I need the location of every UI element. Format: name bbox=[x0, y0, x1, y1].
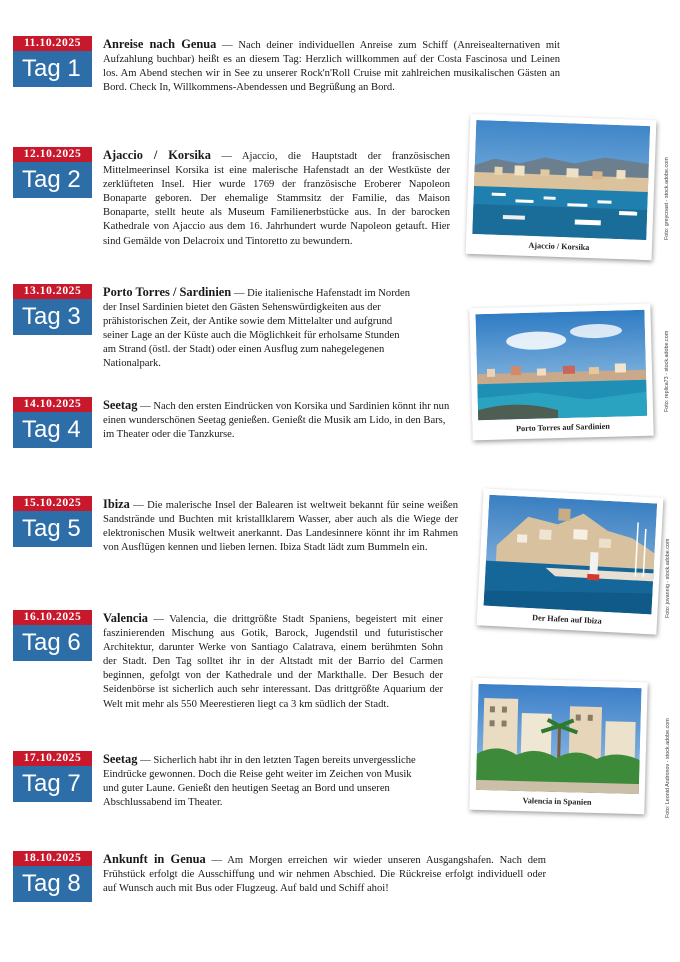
day-title: Seetag bbox=[103, 398, 138, 412]
day-description bbox=[103, 497, 458, 555]
day-text: Nach den ersten Eindrücken von Korsika und Sardinien könnt ihr nun einen wunderschönen Seetag genießen. Genießt die Musik am Lido, in den Bars, im Theater oder die Tanzkurse. bbox=[103, 401, 450, 441]
day-text: Sicherlich habt ihr in den letzten Tagen bereits unvergessliche Eindrücke gewonnen. Doch die Reise geht weiter im Zeichen von Musik und guter Laune. Genießt den heutigen Seetag an Bord und unseren Abschlussabend im Theater. bbox=[103, 755, 416, 809]
day-label: Tag 4 bbox=[13, 412, 92, 448]
day-description bbox=[103, 752, 423, 810]
day-description bbox=[103, 398, 457, 442]
harbor-photo bbox=[472, 120, 650, 240]
day-text: Valencia, die drittgrößte Stadt Spaniens, begeistert mit einer faszinierenden Mischung aus Gotik, Barock, Jugendstil und futuristischer Architektur, darunter Werke von Santiago Calatrava, einem berühmten Sohn der Stadt. Den Tag solltet ihr in der Altstadt mit der Barrio del Carmen beginnen, gefolgt von der Kathedrale und der Markthalle. Der Besuch der Seidenbörse ist sicherlich auch sehr interessant. Das drittgrößte Aquarium der Welt mit mehr als 550 Meerestieren liegt ca 3 km südlich der Stadt. bbox=[103, 614, 443, 710]
day-label: Tag 3 bbox=[13, 299, 92, 335]
photo-credit: Foto: greycoast - stock.adobe.com bbox=[664, 157, 670, 240]
day-title: Anreise nach Genua bbox=[103, 37, 217, 51]
photo-ajaccio bbox=[466, 114, 657, 260]
photo-credit: Foto: Leonid Andronov - stock.adobe.com bbox=[665, 718, 671, 818]
day-label: Tag 7 bbox=[13, 766, 92, 802]
day-badge bbox=[13, 496, 92, 547]
day-description bbox=[103, 148, 450, 249]
title-separator: — bbox=[137, 755, 154, 766]
day-text: Nach deiner individuellen Anreise zum Schiff (Anreisealternativen mit Aufzahlung buchbar) heißt es an diesem Tag: Herzlich willkommen auf der Costa Fascinosa und Leinen los. Am Abend stechen wir in See zu unserer Rock'n'Roll Cruise mit zahlreichen musikalischen Gästen an Bord. Check In, Willkommens-Abendessen und Begrüßung an Bord. bbox=[103, 40, 560, 94]
day-badge bbox=[13, 397, 92, 448]
day-badge bbox=[13, 610, 92, 661]
photo-credit: Foto: jovannig - stock.adobe.com bbox=[665, 538, 671, 618]
photo-caption: Der Hafen auf Ibiza bbox=[531, 613, 602, 626]
day-date: 17.10.2025 bbox=[13, 751, 92, 766]
day-label: Tag 2 bbox=[13, 162, 92, 198]
day-title: Ankunft in Genua bbox=[103, 852, 206, 866]
title-separator: — bbox=[210, 151, 242, 162]
day-title: Ajaccio / Korsika bbox=[103, 148, 211, 162]
coast-photo bbox=[475, 310, 647, 420]
day-title: Ibiza bbox=[103, 497, 130, 511]
day-badge bbox=[13, 751, 92, 802]
city-photo bbox=[476, 684, 642, 794]
title-separator: — bbox=[137, 401, 154, 412]
day-badge bbox=[13, 147, 92, 198]
photo-caption: Porto Torres auf Sardinien bbox=[515, 421, 610, 434]
day-text: Die italienische Hafenstadt im Norden der Insel Sardinien bietet den Gästen Sehenswürdigkeiten aus der prähistorischen Zeit, der Antike sowie dem Mittelalter und aufgrund seiner Lage an der Küste auch die Möglichkeit für erholsame Stunden am Strand (östl. der Stadt) oder einen Ausflug zum nahegelegenen Nationalpark. bbox=[103, 288, 411, 370]
day-date: 13.10.2025 bbox=[13, 284, 92, 299]
day-text: Ajaccio, die Hauptstadt der französischen Mittelmeerinsel Korsika ist eine malerische Hafenstadt an der Westküste der zerklüfteten Insel. Hier wurde 1769 der französische Eroberer Napoleon Bonaparte geboren. Der ehemalige Stammsitz der Familie, das Maison Bonaparte, stellt heute als Museum Familienerbstücke aus. In der barocken Kathedrale von Ajaccio aus dem 16. Jahrhundert wurde Napoleon getauft. Hier sind Gemälde von Delacroix und Tintoretto zu bewundern. bbox=[103, 151, 451, 247]
day-date: 12.10.2025 bbox=[13, 147, 92, 162]
day-description bbox=[103, 611, 443, 712]
day-date: 11.10.2025 bbox=[13, 36, 92, 51]
photo-credit: Foto: replica73 - stock.adobe.com bbox=[664, 330, 670, 412]
day-description bbox=[103, 852, 546, 896]
day-date: 18.10.2025 bbox=[13, 851, 92, 866]
title-separator: — bbox=[231, 288, 248, 299]
day-description bbox=[103, 37, 560, 95]
photo-caption: Ajaccio / Korsika bbox=[528, 240, 590, 253]
day-text: Die malerische Insel der Balearen ist weltweit bekannt für seine weißen Sandstrände und Buchten mit kristallklarem Wasser, aber auch als die Wiege der elektronischen Musik weltweit anerkannt. Das Landesinnere könnt ihr im Rahmen von Ausflügen kennen und lieben lernen. Ibiza Stadt lädt zum Bummeln ein. bbox=[103, 500, 458, 554]
port-photo bbox=[484, 495, 658, 615]
day-date: 14.10.2025 bbox=[13, 397, 92, 412]
day-label: Tag 5 bbox=[13, 511, 92, 547]
day-badge bbox=[13, 284, 92, 335]
day-text: Am Morgen erreichen wir wieder unseren Ausgangshafen. Nach dem Frühstück erfolgt die Ausschiffung und wir nehmen Abschied. Die Rückreise erfolgt individuell oder auf Wunsch auch mit Bus oder Flugzeug. Auf bald und Schiff ahoi! bbox=[103, 855, 546, 895]
day-date: 15.10.2025 bbox=[13, 496, 92, 511]
day-title: Valencia bbox=[103, 611, 148, 625]
title-separator: — bbox=[129, 500, 148, 511]
photo-porto-torres bbox=[469, 304, 653, 441]
title-separator: — bbox=[147, 614, 170, 625]
day-description bbox=[103, 285, 413, 372]
title-separator: — bbox=[205, 855, 228, 866]
photo-caption: Valencia in Spanien bbox=[522, 796, 592, 807]
day-label: Tag 6 bbox=[13, 625, 92, 661]
day-title: Seetag bbox=[103, 752, 138, 766]
day-badge bbox=[13, 36, 92, 87]
day-badge bbox=[13, 851, 92, 902]
photo-valencia bbox=[469, 678, 647, 815]
day-date: 16.10.2025 bbox=[13, 610, 92, 625]
day-title: Porto Torres / Sardinien bbox=[103, 285, 232, 299]
title-separator: — bbox=[216, 40, 239, 51]
photo-ibiza bbox=[477, 488, 664, 634]
day-label: Tag 1 bbox=[13, 51, 92, 87]
day-label: Tag 8 bbox=[13, 866, 92, 902]
